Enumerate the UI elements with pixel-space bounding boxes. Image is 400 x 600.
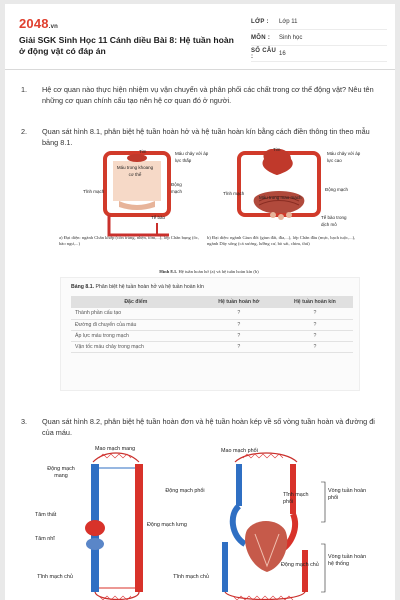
label-systemic-loop: Vòng tuần hoàn hệ thống [328, 554, 367, 567]
site-logo[interactable]: 2048.vn [19, 16, 59, 31]
table-header-cell: Đặc điểm [71, 296, 201, 308]
label-left-mix: Máu trong khoang cơ thể [116, 165, 154, 177]
table-row [71, 308, 353, 319]
table-cell: ? [277, 341, 353, 352]
document-sheet: 2048.vn Giải SGK Sinh Học 11 Cánh diều Bài 8: Hệ tuần hoàn ở động vật có đáp án LỚP : Lớp 11 MÔN : Sinh học SỐ CÂU : 16 1. Hệ cơ quan nào thực hiện nhiệm vụ vận chuyển và phân phối các chất trong cơ thể động vật? Nêu tên những cơ quan chính cấu tạo nên hệ cơ quan đó ở người. 2. Quan sát hình 8.1, phân biệt hệ tuần hoàn hở và hệ tuần hoàn kín bằng cách điền thông tin theo mẫu bảng 8.1. Tim Máu trong khoang cơ thể Máu chảy với áp lực thấp Động mạch Tĩnh mạch Tế bào Tim Máu chảy với áp lực cao Động mạch Tĩnh mạch Máu trong mao mạch Tế bào trong dịch mô a) Đại diện: ngành Chân khớp (côn trùng, nhện, tôm,...), lớp Chân bụng (ốc, bào ngư,...) b) Đại diện: ngành Giun đốt (giun đất, đỉa,...), lớp Chân đầu (mực, bạch tuộc,...), ngành Dây sống (cá xương, lưỡng cư, bò sát, chim, thú) Hình 8.1. Hệ tuần hoàn hở (a) và hệ tuần hoàn kín (b) Bảng 8.1. Phân biệt hệ tuần hoàn hở và hệ tuần hoàn kín Đặc điểm Hệ tuần hoàn hở Hệ tuần hoàn kín Thành phần cấu tạo ? ? Đường đi chuyển của máu ? ? Áp lực máu trong mạch ? ? Vận tốc máu chảy trong mạch ? ? 3. Quan sát hình 8.2, phân biệt hệ tuần hoàn đơn và hệ tuần hoàn kép về số vòng tuần hoàn và đường đi của máu. Mao mạch mang Động mạch mang Tâm thất Tâm nhĩ Động mạch lưng Tĩnh mạch chủ Mao mạch phổi Động mạch phổi Tĩnh mạch phổi Tĩnh mạch chủ Động mạch chủ Vòng tuần hoàn phổi Vòng tuần hoàn hệ thống [5, 4, 395, 600]
table-cell: Vận tốc máu chảy trong mạch [71, 341, 201, 352]
table-row [71, 319, 353, 330]
table-8-1 [60, 277, 360, 391]
double-circulation-diagram [225, 453, 305, 600]
meta-subject: MÔN : Sinh học [251, 30, 387, 46]
label-left-artery: Động mạch [171, 182, 183, 194]
label-right-vein: Tĩnh mạch [223, 191, 245, 196]
label-right-capillary: Máu trong mao mạch [259, 195, 302, 200]
table-cell: ? [277, 319, 353, 330]
table-cell: ? [277, 308, 353, 319]
figure-8-1-caption: Hình 8.1. Hệ tuần hoàn hở (a) và hệ tuần hoàn kín (b) [159, 269, 259, 274]
table-header-cell: Hệ tuần hoàn kín [277, 296, 353, 308]
document-meta [251, 14, 387, 62]
figure-8-1-note-b: b) Đại diện: ngành Giun đốt (giun đất, đỉa,...), lớp Chân đầu (mực, bạch tuộc,...), ngành Dây sống (cá xương, lưỡng cư, bò sát, chim, thú) [207, 235, 356, 246]
table-cell: ? [201, 330, 277, 341]
table-row [71, 341, 353, 352]
figure-8-2 [35, 444, 375, 600]
label-pulmonary-artery: Động mạch phổi [165, 488, 205, 494]
table-cell: Thành phần cấu tạo [71, 308, 201, 319]
table-cell: ? [201, 341, 277, 352]
single-circulation-diagram [85, 453, 143, 600]
figure-8-1-note-a: a) Đại diện: ngành Chân khớp (côn trùng, nhện, tôm,...), lớp Chân bụng (ốc, bào ngư,...) [59, 235, 199, 246]
table-cell: ? [201, 308, 277, 319]
label-right-vena-cava: Tĩnh mạch chủ [173, 574, 209, 580]
figure-8-1-diagram [59, 149, 359, 249]
table-8-1-title: Bảng 8.1. Phân biệt hệ tuần hoàn hở và hệ tuần hoàn kín [71, 284, 204, 290]
label-left-vein: Tĩnh mạch [83, 189, 105, 194]
table-cell: ? [201, 319, 277, 330]
meta-question-count: SỐ CÂU : 16 [251, 46, 387, 62]
table-cell: Đường đi chuyển của máu [71, 319, 201, 330]
table-cell: Áp lực máu trong mạch [71, 330, 201, 341]
label-left-vena-cava: Tĩnh mạch chủ [37, 574, 73, 580]
closed-circulation-diagram [239, 149, 319, 220]
label-right-cell: Tế bào trong dịch mô [321, 215, 347, 227]
label-pulmonary-loop: Vòng tuần hoàn phổi [328, 488, 367, 501]
label-pulmonary-vein: Tĩnh mạch phổi [283, 492, 309, 505]
table-row [71, 330, 353, 341]
label-left-flow: Máu chảy với áp lực thấp [175, 151, 209, 163]
label-dorsal-aorta: Động mạch lưng [147, 522, 187, 528]
figure-8-1 [59, 149, 359, 279]
label-atrium: Tâm nhĩ [35, 536, 55, 542]
label-aorta: Động mạch chủ [281, 562, 319, 568]
table-header-row [71, 296, 353, 308]
document-header [5, 4, 395, 70]
label-lung-capillary: Mao mạch phổi [221, 448, 258, 454]
label-left-heart: Tim [139, 149, 147, 154]
table-header-cell: Hệ tuần hoàn hở [201, 296, 277, 308]
label-right-flow: Máu chảy với áp lực cao [327, 151, 361, 163]
comparison-table [71, 296, 353, 353]
label-ventricle: Tâm thất [35, 512, 57, 518]
label-right-heart: Tim [273, 147, 281, 152]
label-gill-capillary: Mao mạch mang [95, 446, 136, 452]
table-cell: ? [277, 330, 353, 341]
meta-grade: LỚP : Lớp 11 [251, 14, 387, 30]
page-title: Giải SGK Sinh Học 11 Cánh diều Bài 8: Hệ tuần hoàn ở động vật có đáp án [19, 35, 234, 56]
label-right-artery: Động mạch [325, 187, 349, 192]
label-gill-artery: Động mạch mang [47, 466, 75, 479]
label-left-cell: Tế bào [151, 215, 166, 220]
